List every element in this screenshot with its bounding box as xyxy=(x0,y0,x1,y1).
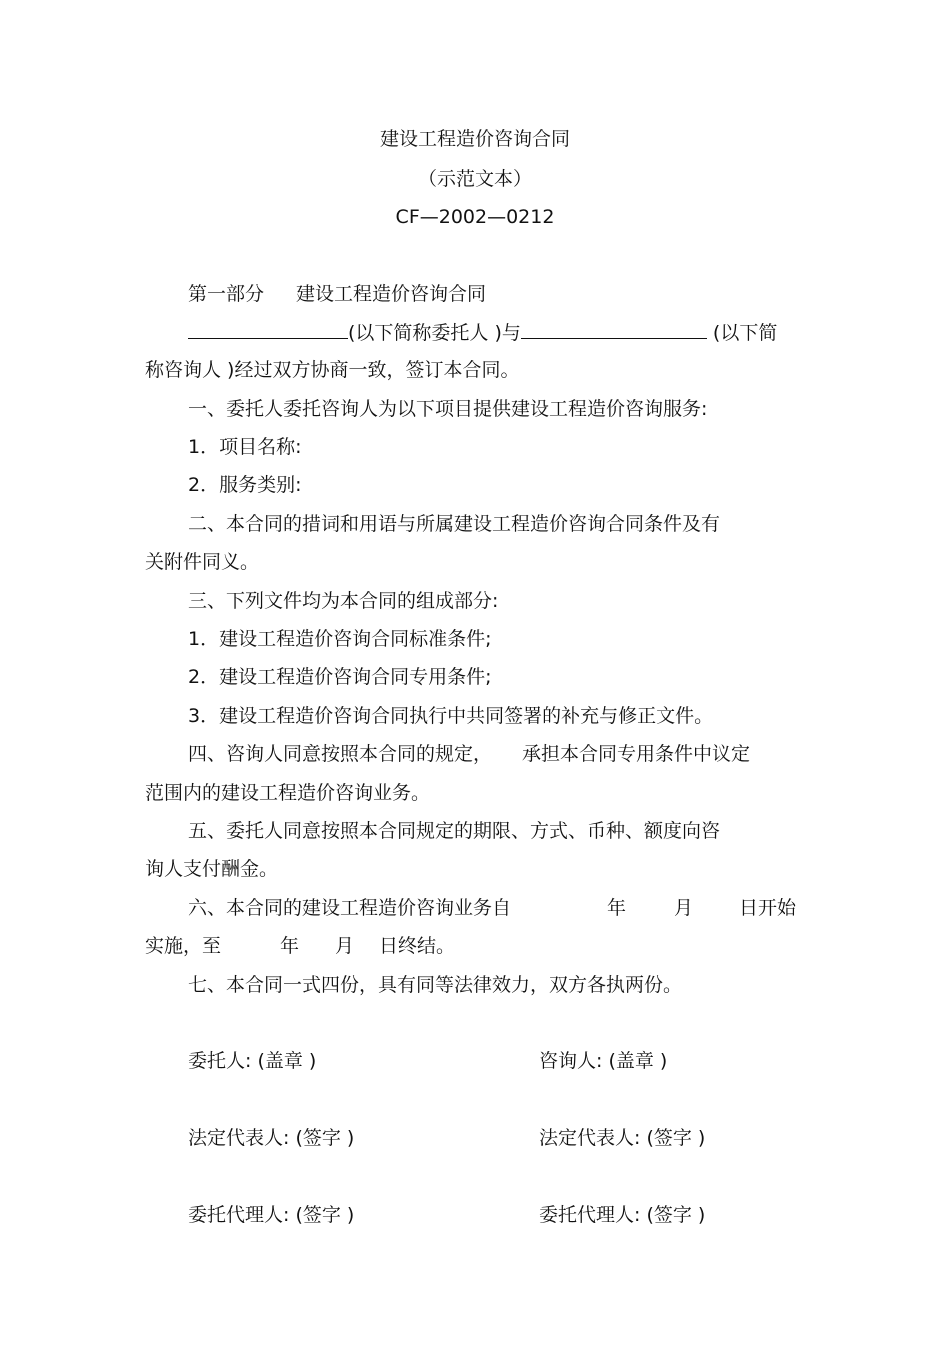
part-heading xyxy=(188,282,486,306)
document-code: CF—2002—0212 xyxy=(395,206,555,228)
consultant-authorized-agent: 委托代理人: (签字 ) xyxy=(539,1204,706,1226)
consultant-seal: 咨询人: (盖章 ) xyxy=(539,1050,668,1072)
clause-1-item-service-type: 2．服务类别: xyxy=(188,474,302,496)
clause-1-item-project-name: 1．项目名称: xyxy=(188,436,302,458)
client-note: (以下简称委托人 )与 xyxy=(348,322,521,344)
clause-5-line-1: 五、委托人同意按照本合同规定的期限、方式、币种、额度向咨 xyxy=(188,820,721,842)
part-label: 第一部分 xyxy=(188,283,265,305)
clause-3-item-3: 3．建设工程造价咨询合同执行中共同签署的补充与修正文件。 xyxy=(188,705,714,727)
clause-5-line-2: 询人支付酬金。 xyxy=(145,858,279,880)
clause-6-line-2: 实施，至 xyxy=(145,935,222,957)
clause-1: 一、委托人委托咨询人为以下项目提供建设工程造价咨询服务: xyxy=(188,398,708,420)
consultant-legal-representative: 法定代表人: (签字 ) xyxy=(539,1127,706,1149)
clause-2-line-1: 二、本合同的措词和用语与所属建设工程造价咨询合同条件及有 xyxy=(188,513,721,535)
clause-6-end-day: 日终结。 xyxy=(379,935,456,957)
intro-line-2: 称咨询人 )经过双方协商一致，签订本合同。 xyxy=(145,359,520,381)
clause-6-start-month: 月 xyxy=(674,897,694,919)
consultant-note: (以下简 xyxy=(706,322,778,344)
clause-3-item-1: 1．建设工程造价咨询合同标准条件; xyxy=(188,628,492,650)
clause-2-line-2: 关附件同义。 xyxy=(145,551,260,573)
clause-6-end-month: 月 xyxy=(335,935,355,957)
clause-4-part-1: 四、咨询人同意按照本合同的规定， xyxy=(188,743,493,765)
client-authorized-agent: 委托代理人: (签字 ) xyxy=(188,1204,355,1226)
clause-7: 七、本合同一式四份，具有同等法律效力，双方各执两份。 xyxy=(188,974,683,996)
clause-6-start-day: 日开始 xyxy=(739,897,797,919)
clause-3-item-2: 2．建设工程造价咨询合同专用条件; xyxy=(188,666,492,688)
intro-line-1 xyxy=(188,320,777,345)
clause-6-line-1: 六、本合同的建设工程造价咨询业务自 xyxy=(188,897,512,919)
document-subtitle: （示范文本） xyxy=(417,168,532,190)
clause-4-line-1 xyxy=(188,742,750,766)
clause-3: 三、下列文件均为本合同的组成部分: xyxy=(188,590,499,612)
client-name-blank xyxy=(188,320,348,339)
clause-4-part-2: 承担本合同专用条件中议定 xyxy=(522,743,751,765)
clause-6-start-year: 年 xyxy=(607,897,627,919)
part-title: 建设工程造价咨询合同 xyxy=(296,283,487,305)
clause-6-end-year: 年 xyxy=(280,935,300,957)
client-legal-representative: 法定代表人: (签字 ) xyxy=(188,1127,355,1149)
client-seal: 委托人: (盖章 ) xyxy=(188,1050,317,1072)
document-title: 建设工程造价咨询合同 xyxy=(379,128,570,150)
consultant-name-blank xyxy=(521,320,707,339)
clause-4-line-2: 范围内的建设工程造价咨询业务。 xyxy=(145,782,431,804)
